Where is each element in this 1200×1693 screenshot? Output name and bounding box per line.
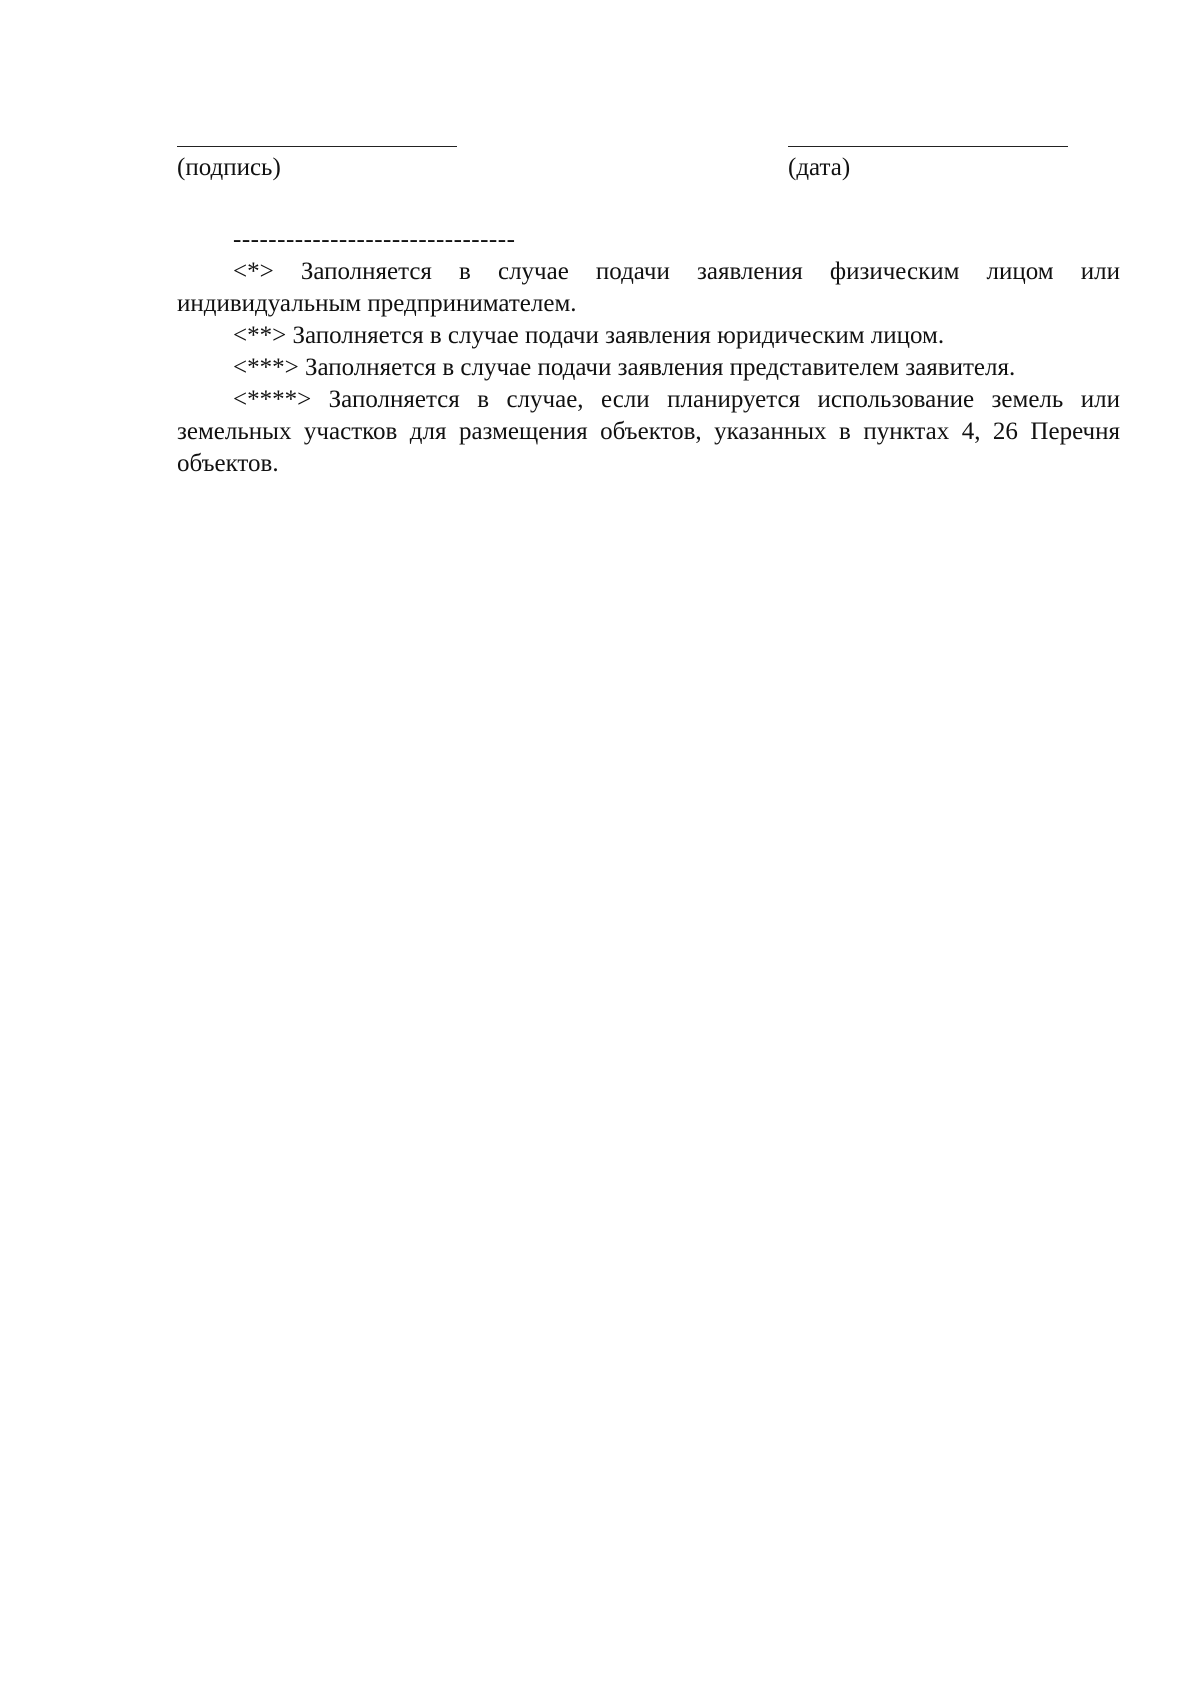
footnotes <box>177 256 1120 480</box>
signature-line <box>177 146 457 147</box>
date-line <box>788 146 1068 147</box>
footnote-4: <****> Заполняется в случае, если планируется использование земель или земельных участков для размещения объектов, указанных в пунктах 4, 26 Перечня объектов. <box>177 386 1120 477</box>
date-field <box>788 146 1068 183</box>
footnote-2: <**> Заполняется в случае подачи заявления юридическим лицом. <box>233 322 945 349</box>
signature-caption: (подпись) <box>177 154 281 181</box>
footnote-1: <*> Заполняется в случае подачи заявления физическим лицом или индивидуальным предпринимателем. <box>177 258 1120 317</box>
signature-field <box>177 146 457 183</box>
footnote-3: <***> Заполняется в случае подачи заявления представителем заявителя. <box>233 354 1016 381</box>
date-caption: (дата) <box>788 154 851 181</box>
footnote-separator: -------------------------------- <box>233 226 516 253</box>
